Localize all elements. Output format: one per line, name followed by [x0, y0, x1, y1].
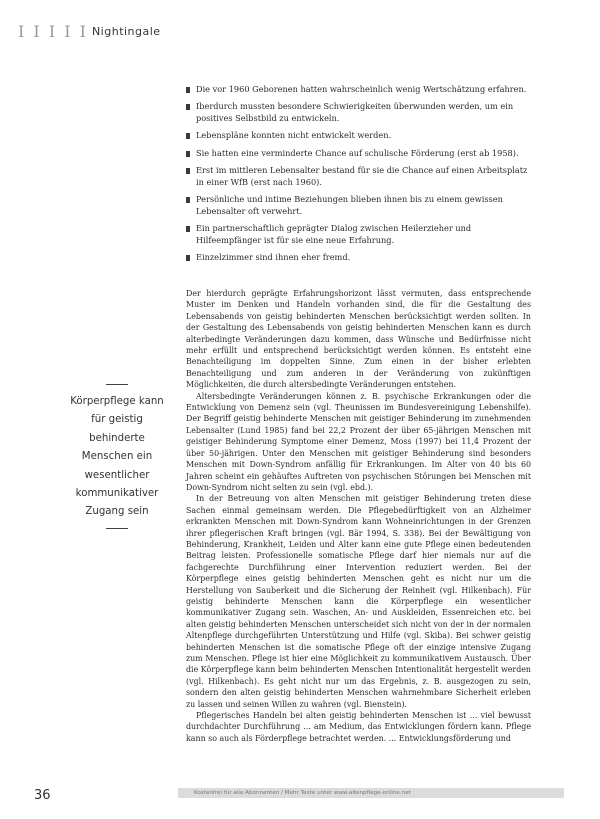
bullet-item: Persönliche und intime Beziehungen blieben ihnen bis zu einem gewissen Lebensalter oft verwehrt. [186, 194, 531, 218]
body-text [186, 288, 531, 744]
header-ornament: I I I I I [18, 22, 88, 41]
quote-rule-bottom [106, 528, 128, 529]
bullet-item: Erst im mittleren Lebensalter bestand für sie die Chance auf einen Arbeitsplatz in einer WfB (erst nach 1960). [186, 165, 531, 189]
pull-quote-text: Körperpflege kann für geistig behinderte Menschen ein wesentlicher kommunikativer Zugang sein [70, 396, 164, 518]
bullet-item: Iberdurch mussten besondere Schwierigkeiten überwunden werden, um ein positives Selbstbild zu entwickeln. [186, 101, 531, 125]
margin-pull-quote [70, 384, 164, 529]
bullet-item: Lebenspläne konnten nicht entwickelt werden. [186, 130, 531, 142]
quote-rule-top [106, 384, 128, 385]
body-paragraph: Altersbedingte Veränderungen können z. B. psychische Erkrankungen oder die Entwicklung von Demenz sein (vgl. Theunissen im Bundesvereinigung Lebenshilfe). Der Begriff geistig behinderte Menschen mit geistiger Behinderung im zunehmenden Lebensalter (Lund 1985) fand bei 22,2 Prozent der über 65-jährigen Menschen mit geistiger Behinderung Symptome einer Demenz, Moss (1997) bei 11,4 Prozent der über 50-jährigen. Unter den Menschen mit geistiger Behinderung sind besonders Menschen mit Down-Syndrom anfällig für Erkrankungen. Im Alter von 40 bis 60 Jahren scheint ein gehäuftes Auftreten von psychischen Störungen bei Menschen mit Down-Syndrom nicht selten zu sein (vgl. ebd.). [186, 391, 531, 492]
brand-name: Nightingale [91, 25, 161, 38]
bullet-item: Sie hatten eine verminderte Chance auf schulische Förderung (erst ab 1958). [186, 148, 531, 160]
body-paragraph: Pflegerisches Handeln bei alten geistig behinderten Menschen ist ... viel bewusst durchdachter Durchführung ... am Medium, das Entwicklungen fördern kann. Pflege kann so auch als Förderpflege betrachtet werden. ... Entwicklungsförderung und [186, 711, 531, 743]
footer-bar: Kostenfrei für alle Abonnenten / Mehr Texte unter www.altenpflege-online.net [178, 788, 564, 798]
bullet-item: Einzelzimmer sind ihnen eher fremd. [186, 252, 531, 264]
body-paragraph: Der hierdurch geprägte Erfahrungshorizont lässt vermuten, dass entsprechende Muster im Denken und Handeln vorhanden sind, die für die Gestaltung des Lebensabends von geistig behinderten Menschen berücksichtigt werden sollten. In der Gestaltung des Lebensabends von geistig behinderten Menschen kann es durch alterbedingte Veränderungen dazu kommen, dass Wünsche und Bedürfnisse nicht mehr erfüllt und entsprechend berücksichtigt werden können. Es entsteht eine Benachteiligung im doppelten Sinne. Zum einen in der bisher erlebten Benachteiligung und zum anderen in der Veränderung von zukünftigen Möglichkeiten, die durch altersbedingte Veränderungen entstehen. [186, 289, 531, 390]
bullet-item: Die vor 1960 Geborenen hatten wahrscheinlich wenig Wertschätzung erfahren. [186, 84, 531, 96]
page-number: 36 [34, 788, 51, 803]
running-header [18, 22, 161, 41]
bullet-list [186, 84, 531, 270]
body-paragraph: In der Betreuung von alten Menschen mit geistiger Behinderung treten diese Sachen einmal gemeinsam werden. Die Pflegebedürftigkeit von an Alzheimer erkrankten Menschen mit Down-Syndrom kann Wohneinrichtungen in der Grenzen ihrer pflegerischen Kraft bringen (vgl. Bär 1994, S. 338). Bei der Bewältigung von Behinderung, Krankheit, Leiden und Alter kann eine gute Pflege einen bedeutenden Beitrag leisten. Professionelle somatische Pflege darf hier niemals nur auf die fachgerechte Durchführung einer Intervention reduziert werden. Bei der Körperpflege eines geistig behinderten Menschen geht es nicht nur um die Herstellung von Sauberkeit und die Sicherung der Reinheit (vgl. Hilkenbach). Für geistig behinderte Menschen kann die Körperpflege ein wesentlicher kommunikativer Zugang sein. Waschen, An- und Auskleiden, Essenreichen etc. bei alten geistig behinderten Menschen unterscheidet sich nicht von der in der normalen Altenpflege durchgeführten Unterstützung und Hilfe (vgl. Skiba). Bei schwer geistig behinderten Menschen ist die somatische Pflege oft der einzige intensive Zugang zum Menschen. Pflege ist hier eine Möglichkeit zu kommunikativem Austausch. Über die Körperpflege kann beim behinderten Menschen Intentionalität hergestellt werden (vgl. Hilkenbach). Es geht nicht nur um das Ergebnis, z. B. ausgezogen zu sein, sondern den alten geistig behinderten Menschen wahrnehmbare Sicherheit erleben zu lassen und seinen Willen zu wahren (vgl. Bienstein). [186, 494, 531, 709]
bullet-item: Ein partnerschaftlich geprägter Dialog zwischen Heilerzieher und Hilfeempfänger ist für sie eine neue Erfahrung. [186, 223, 531, 247]
